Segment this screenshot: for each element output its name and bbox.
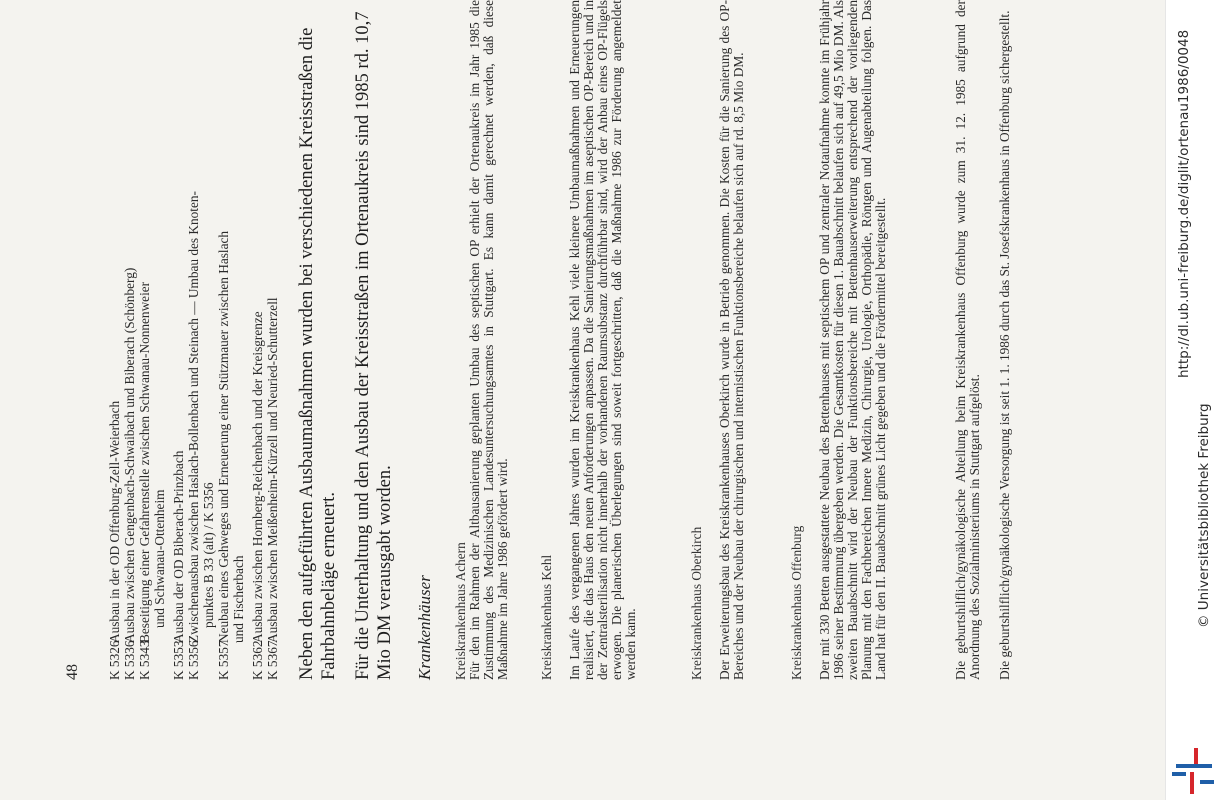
permalink-url[interactable]: http://dl.ub.uni-freiburg.de/diglit/ortenau1986/0048 <box>1176 29 1192 378</box>
hospital-paragraph: Im Laufe des vergangenen Jahres wurden im Kreiskrankenhaus Kehl viele kleinere Umbaumaßnahmen und Erneuerungen realisiert, die das Haus den neuen Anforderungen anpassen. Da die Sanierungsmaßnahmen im aseptischen OP-Bereich und in der Zentralsterilisation nicht innerhalb der vorhandenen Raumsubstanz durchführbar sind, wird der Anbau eines OP-Flügels erwogen. Die planerischen Überlegungen sind soweit fortgeschritten, daß die Maßnahme 1986 zur Förderung angemeldet werden kann. <box>567 0 638 680</box>
hospital-title: Kreiskrankenhaus Kehl <box>539 554 554 680</box>
ub-freiburg-logo-icon <box>1172 748 1216 794</box>
paragraph-gyn-care: Die geburtshilflich/gynäkologische Versorgung ist seit 1. 1. 1986 durch das St. Josefskrankenhaus in Offenburg sichergestellt. <box>997 10 1012 680</box>
list-item: K 5367 Ausbau zwischen Meißenheim-Kürzell und Neuried-Schutterzell <box>265 297 280 680</box>
list-item: und Fischerbach <box>231 555 246 643</box>
copyright-notice: © Universitätsbibliothek Freiburg <box>1196 403 1212 628</box>
list-item: K 5343 Beseitigung einer Gefahrenstelle zwischen Schwanau-Nonnenweier <box>137 281 152 680</box>
logo-red-bar <box>1190 772 1194 794</box>
list-item: punktes B 33 (alt) / K 5356 <box>201 482 216 628</box>
list-item: K 5326 Ausbau in der OD Offenburg-Zell-Weierbach <box>107 400 122 680</box>
road-list <box>108 0 281 680</box>
hospital-title: Kreiskrankenhaus Achern <box>453 542 468 680</box>
library-sidebar <box>1165 0 1220 800</box>
list-item: K 5357 Neubau eines Gehweges und Erneuerung einer Stützmauer zwischen Haslach <box>216 230 231 680</box>
list-item: K 5336 Ausbau zwischen Gengenbach-Schwaibach und Biberach (Schönberg) <box>122 267 137 680</box>
hospital-paragraph: Der mit 330 Betten ausgestattete Neubau des Bettenhauses mit septischem OP und zentraler Notaufnahme konnte im Frühjahr 1986 seiner Bestimmung übergeben werden. Die Gesamtkosten für diesen 1. Bauabschnitt belaufen sich auf 49,5 Mio DM. Als zweiten Bauabschnitt wird der Neubau der Funktionsbereiche mit Bettenhauserweiterung entsprechend der vorliegenden Planung mit den Fachbereichen Innere Medizin, Chirurgie, Urologie, Orthopädie, Röntgen und Augenabteilung folgen. Das Land hat für den II. Bauabschnitt grünes Licht gegeben und die Fördermittel bereitgestellt. <box>817 0 888 680</box>
rotated-page-content <box>64 0 1098 680</box>
statement-road-surfaces: Neben den aufgeführten Ausbaumaßnahmen wurden bei verschiedenen Kreisstraßen die Fahrbahnbeläge erneuert. <box>297 27 339 680</box>
list-item: K 5356 Zwischenausbau zwischen Haslach-Bollenbach und Steinach — Umbau des Knoten- <box>186 191 201 680</box>
hospital-title: Kreiskrankenhaus Offenburg <box>789 525 804 680</box>
hospital-title: Kreiskrankenhaus Oberkirch <box>689 526 704 680</box>
hospital-paragraph: Für den im Rahmen der Altbausanierung geplanten Umbau des septischen OP erhielt der Ortenaukreis im Jahr 1985 die Zustimmung des Medizinischen Landesuntersuchungsamtes in Stuttgart. Es kann damit gerechnet werden, daß diese Maßnahme im Jahre 1986 gefördert wird. <box>467 0 510 680</box>
hospital-paragraph: Der Erweiterungsbau des Kreiskrankenhauses Oberkirch wurde in Betrieb genommen. Die Kosten für die Sanierung des OP-Bereiches und der Neubau der chirurgischen und internistischen Funktionsbereiche belaufen sich auf rd. 8,5 Mio DM. <box>717 0 746 680</box>
logo-blue-bar <box>1172 772 1186 776</box>
list-item: K 5362 Ausbau zwischen Hornberg-Reichenbach und der Kreisgrenze <box>250 311 265 680</box>
section-heading: Krankenhäuser <box>415 575 434 680</box>
list-item: K 5353 Ausbau der OD Biberach-Prinzbach <box>171 450 186 680</box>
logo-blue-bar <box>1200 780 1214 784</box>
paragraph-gyn-dissolved: Die geburtshilflich/gynäkologische Abteilung beim Kreiskrankenhaus Offenburg wurde zum 31. 12. 1985 aufgrund der Anordnung des Sozialministeriums in Stuttgart aufgelöst. <box>953 0 982 680</box>
logo-blue-bar <box>1176 764 1212 768</box>
page-number: 48 <box>64 664 81 680</box>
list-item: und Schwanau-Ottenheim <box>152 489 167 628</box>
statement-road-budget: Für die Unterhaltung und den Ausbau der Kreisstraßen im Ortenaukreis sind 1985 rd. 10,7 Mio DM verausgabt worden. <box>353 11 395 680</box>
